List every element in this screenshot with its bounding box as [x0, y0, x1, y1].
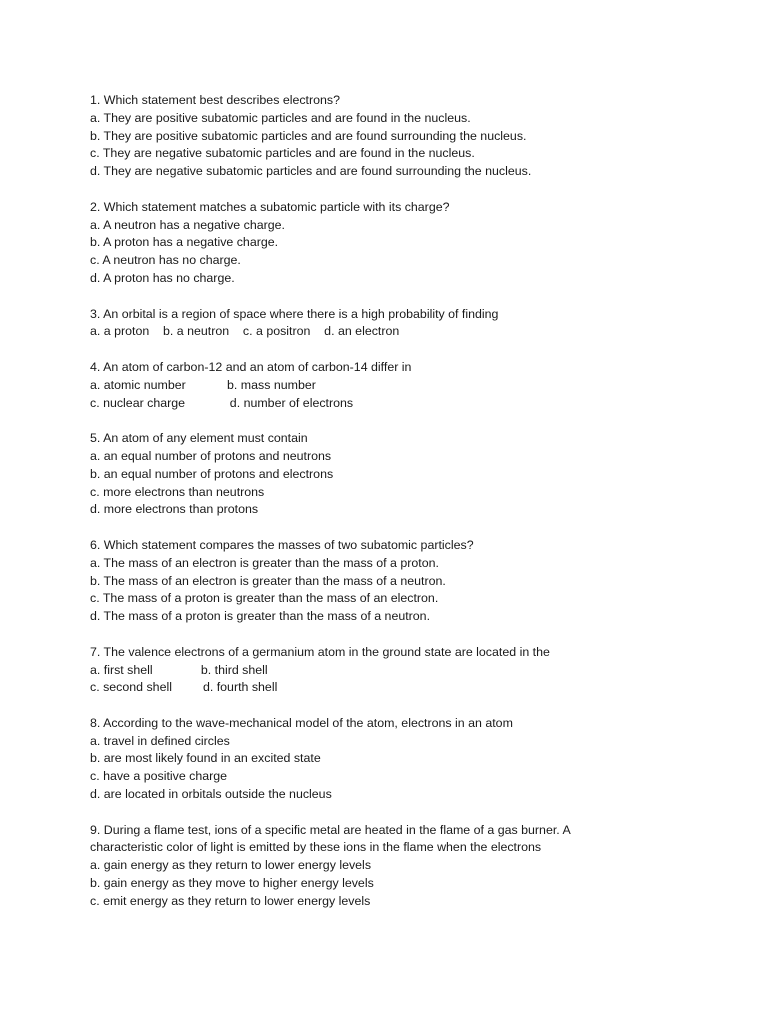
- answer-option: c. have a positive charge: [90, 769, 228, 784]
- answer-option: c. more electrons than neutrons: [90, 484, 265, 499]
- question-prompt: 3. An orbital is a region of space where there is a high probability of finding: [90, 306, 499, 321]
- answer-options-inline: a. a proton b. a neutron c. a positron d. an electron: [90, 324, 400, 339]
- answer-options-row: a. first shell b. third shell: [90, 662, 268, 677]
- answer-option: b. The mass of an electron is greater than the mass of a neutron.: [90, 573, 446, 588]
- answer-options-row: c. nuclear charge d. number of electrons: [90, 395, 354, 410]
- answer-option: d. more electrons than protons: [90, 502, 259, 517]
- answer-option: b. an equal number of protons and electrons: [90, 466, 334, 481]
- question-prompt: 8. According to the wave-mechanical model of the atom, electrons in an atom: [90, 715, 513, 730]
- answer-option: b. are most likely found in an excited state: [90, 751, 321, 766]
- question-prompt: 1. Which statement best describes electrons?: [90, 93, 340, 107]
- answer-option: c. The mass of a proton is greater than the mass of an electron.: [90, 591, 439, 606]
- answer-option: a. The mass of an electron is greater than the mass of a proton.: [90, 555, 439, 570]
- answer-option: a. They are positive subatomic particles and are found in the nucleus.: [90, 110, 471, 125]
- question-1: [90, 92, 710, 181]
- answer-option: d. The mass of a proton is greater than the mass of a neutron.: [90, 609, 431, 624]
- answer-option: a. A neutron has a negative charge.: [90, 217, 285, 232]
- question-6: [90, 537, 710, 626]
- question-3: [90, 306, 710, 342]
- question-prompt: 4. An atom of carbon-12 and an atom of carbon-14 differ in: [90, 359, 412, 374]
- answer-option: a. gain energy as they return to lower energy levels: [90, 858, 372, 873]
- answer-option: c. emit energy as they return to lower energy levels: [90, 893, 371, 908]
- answer-option: b. They are positive subatomic particles and are found surrounding the nucleus.: [90, 128, 527, 143]
- question-7: [90, 644, 710, 697]
- answer-option: a. travel in defined circles: [90, 733, 230, 748]
- question-4: [90, 359, 710, 412]
- question-prompt: 6. Which statement compares the masses of two subatomic particles?: [90, 537, 474, 552]
- question-prompt-line: 9. During a flame test, ions of a specific metal are heated in the flame of a gas burner. A: [90, 822, 571, 837]
- question-prompt-line: characteristic color of light is emitted by these ions in the flame when the electrons: [90, 840, 542, 855]
- question-2: [90, 199, 710, 288]
- answer-options-row: a. atomic number b. mass number: [90, 377, 316, 392]
- question-5: [90, 430, 710, 519]
- answer-option: d. A proton has no charge.: [90, 270, 235, 285]
- question-8: [90, 715, 710, 804]
- answer-option: b. A proton has a negative charge.: [90, 235, 279, 250]
- question-prompt: 7. The valence electrons of a germanium atom in the ground state are located in the: [90, 644, 550, 659]
- answer-option: c. They are negative subatomic particles and are found in the nucleus.: [90, 146, 475, 161]
- answer-option: c. A neutron has no charge.: [90, 253, 241, 268]
- question-9: [90, 822, 710, 911]
- answer-option: b. gain energy as they move to higher energy levels: [90, 876, 374, 891]
- question-prompt: 2. Which statement matches a subatomic particle with its charge?: [90, 199, 450, 214]
- answer-option: d. They are negative subatomic particles and are found surrounding the nucleus.: [90, 164, 532, 179]
- answer-option: d. are located in orbitals outside the nucleus: [90, 787, 332, 802]
- question-prompt: 5. An atom of any element must contain: [90, 431, 308, 446]
- answer-option: a. an equal number of protons and neutrons: [90, 448, 332, 463]
- answer-options-row: c. second shell d. fourth shell: [90, 680, 278, 695]
- question-list: [90, 92, 710, 928]
